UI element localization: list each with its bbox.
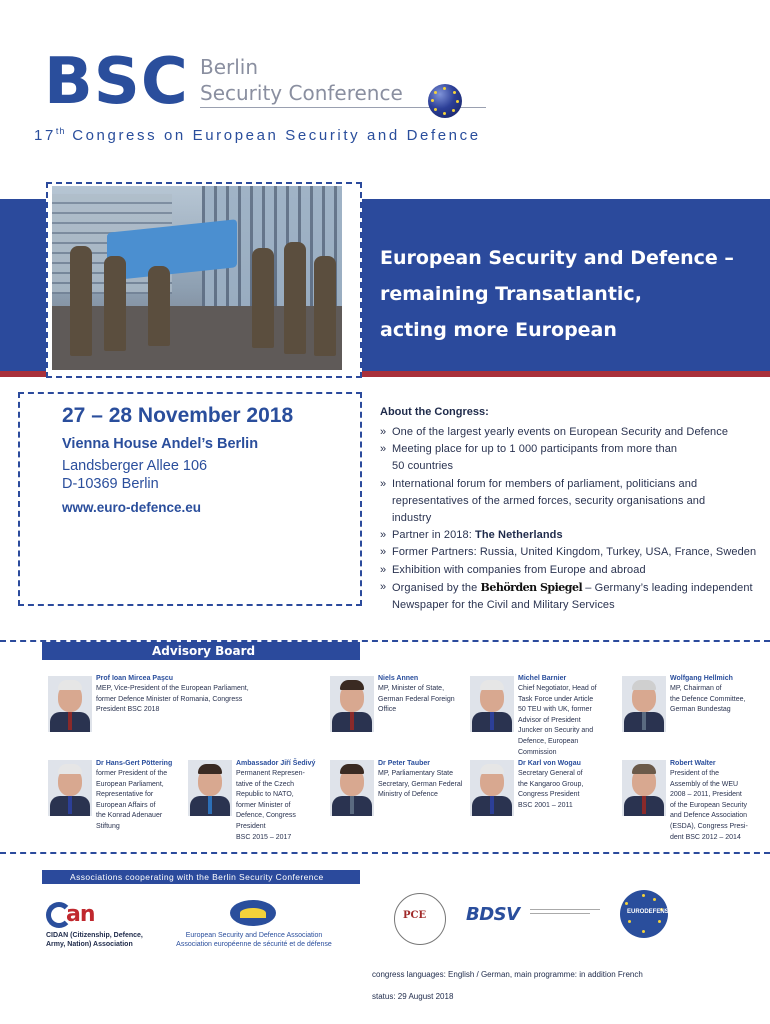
about-item: » One of the largest yearly events on European Security and Defence — [380, 426, 729, 438]
member-description: former President of the European Parliament, Representative for European Affairs of the Konrad Adenauer Stiftung — [96, 770, 168, 830]
associations-title: Associations cooperating with the Berlin Security Conference — [70, 872, 324, 882]
about-item-continued: representatives of the armed forces, security organisations and — [392, 494, 706, 507]
member-description: Chief Negotiator, Head of Task Force under Article 50 TEU with UK, former Advisor of President Juncker on Security and Defence, European Commission — [518, 685, 597, 756]
about-title: About the Congress: — [380, 406, 489, 418]
about-item: » International forum for members of parliament, politicians and — [380, 477, 698, 490]
about-list — [380, 424, 760, 614]
portrait-tauber — [330, 760, 374, 816]
banner-title-line-3: acting more European — [380, 319, 617, 341]
member-description: MEP, Vice-President of the European Parliament, former Defence Minister of Romania, Congress President BSC 2018 — [96, 685, 249, 714]
about-item: » Meeting place for up to 1 000 participants from more than — [380, 443, 678, 456]
member-name: Michel Barnier — [518, 675, 567, 682]
cidan-logo: an — [46, 902, 126, 928]
event-date: 27 – 28 November 2018 — [62, 404, 294, 427]
eurodefense-logo: EURODEFENSE — [620, 890, 668, 938]
about-item: » Former Partners: Russia, United Kingdom, Turkey, USA, France, Sweden — [380, 546, 757, 559]
event-venue: Vienna House Andel’s Berlin — [62, 436, 259, 452]
about-item: » Partner in 2018: The Netherlands — [380, 529, 563, 542]
pce-europe-logo: PCE — [394, 893, 446, 945]
bdsv-subtitle-graphic — [530, 907, 600, 914]
member-name: Wolfgang Hellmich — [670, 675, 733, 682]
member-name: Niels Annen — [378, 675, 419, 682]
portrait-von-wogau — [470, 760, 514, 816]
bdsv-logo: BDSV — [466, 904, 520, 925]
portrait-pascu — [48, 676, 92, 732]
banner-title-line-1: European Security and Defence – — [380, 247, 734, 269]
member-name: Robert Walter — [670, 760, 716, 767]
about-item-continued: Newspaper for the Civil and Military Services — [392, 599, 615, 612]
member-description: President of the Assembly of the WEU 2008 – 2011, President of the European Security and Defence Association (ESDA), Congress Presi- dent BSC 2012 – 2014 — [670, 770, 748, 841]
portrait-walter — [622, 760, 666, 816]
bsc-logo: BSC — [44, 45, 189, 119]
member-description: MP, Chairman of the Defence Committee, German Bundestag — [670, 685, 746, 714]
banner-title-line-2: remaining Transatlantic, — [380, 283, 642, 305]
document-status: status: 29 August 2018 — [372, 992, 454, 1001]
member-name: Dr Karl von Wogau — [518, 760, 581, 767]
website-link[interactable]: www.euro-defence.eu — [62, 500, 202, 515]
portrait-poettering — [48, 760, 92, 816]
about-item-continued: industry — [392, 512, 432, 525]
portrait-sedivy — [188, 760, 232, 816]
about-item-continued: 50 countries — [392, 460, 454, 473]
member-description: Secretary General of the Kangaroo Group, Congress President BSC 2001 – 2011 — [518, 770, 584, 809]
about-item: » Exhibition with companies from Europe and abroad — [380, 563, 646, 576]
member-description: MP, Parliamentary State Secretary, German Federal Ministry of Defence — [378, 770, 463, 799]
congress-subtitle: 17th Congress on European Security and Defence — [34, 126, 481, 144]
portrait-hellmich — [622, 676, 666, 732]
member-name: Dr Peter Tauber — [378, 760, 430, 767]
logo-security-conference: Security Conference — [200, 81, 403, 105]
portrait-annen — [330, 676, 374, 732]
congress-languages: congress languages: English / German, main programme: in addition French — [372, 970, 643, 979]
address-street: Landsberger Allee 106 — [62, 458, 208, 474]
about-item: » Organised by the Behörden Spiegel – Germany’s leading independent — [380, 580, 753, 594]
esda-logo — [230, 900, 276, 926]
member-name: Dr Hans-Gert Pöttering — [96, 760, 173, 767]
logo-berlin: Berlin — [200, 55, 259, 79]
associations-divider — [0, 852, 770, 854]
member-name: Ambassador Jiří Šedivý — [236, 760, 316, 767]
cidan-caption: CIDAN (Citizenship, Defence, Army, Nation) Association — [46, 932, 143, 948]
advisory-title: Advisory Board — [152, 644, 256, 658]
behoerden-spiegel-logo: Behörden Spiegel — [480, 580, 583, 594]
member-name: Prof Ioan Mircea Paşcu — [96, 675, 174, 682]
member-description: Permanent Represen- tative of the Czech Republic to NATO, former Minister of Defence, Congress President BSC 2015 – 2017 — [236, 770, 305, 841]
globe-icon — [428, 84, 462, 118]
portrait-barnier — [470, 676, 514, 732]
member-description: MP, Minister of State, German Federal Foreign Office — [378, 685, 455, 714]
address-city: D-10369 Berlin — [62, 476, 159, 492]
esda-caption: European Security and Defence Association Association européenne de sécurité et de défense — [176, 932, 332, 948]
soldiers-with-eu-flag-photo — [52, 186, 342, 370]
